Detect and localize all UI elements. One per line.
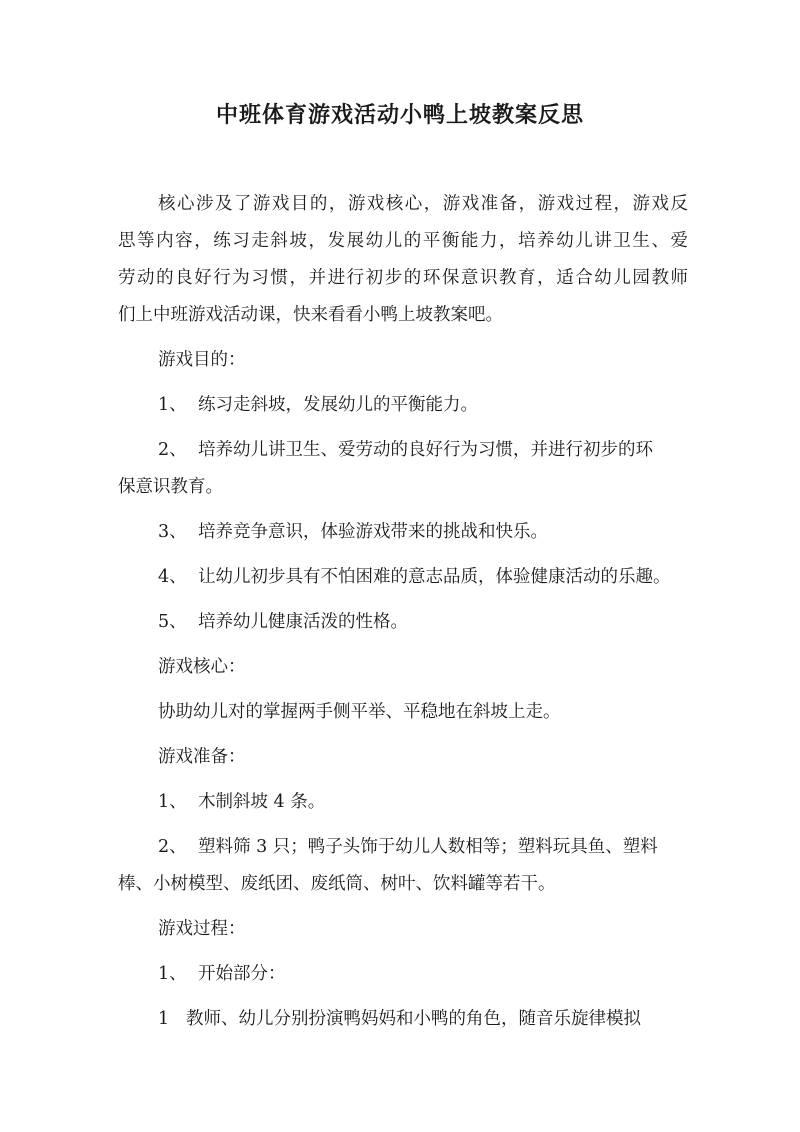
goal-text: 让幼儿初步具有不怕困难的意志品质，体验健康活动的乐趣。 (198, 567, 671, 587)
goal-item (118, 604, 688, 641)
process-substep-number: 1 (158, 1009, 170, 1029)
core-heading: 游戏核心： (158, 657, 246, 677)
prep-number: 2、 (158, 837, 187, 857)
intro-line: 劳动的良好行为习惯，并进行初步的环保意识教育，适合幼儿园教师 (118, 268, 688, 288)
intro-line: 们上中班游戏活动课，快来看看小鸭上坡教案吧。 (118, 305, 503, 325)
goals-heading: 游戏目的： (158, 350, 246, 370)
intro-line: 思等内容，练习走斜坡，发展幼儿的平衡能力，培养幼儿讲卫生、爱 (118, 231, 688, 251)
goal-item (118, 387, 688, 424)
process-step-text: 开始部分： (198, 964, 286, 984)
intro-line: 核心涉及了游戏目的，游戏核心，游戏准备，游戏过程，游戏反 (158, 194, 688, 214)
goal-number: 2、 (158, 440, 187, 460)
process-heading: 游戏过程： (158, 919, 246, 939)
prep-text: 木制斜坡 4 条。 (198, 792, 326, 812)
prep-text: 塑料筛 3 只；鸭子头饰于幼儿人数相等；塑料玩具鱼、塑料 (198, 837, 658, 857)
process-substep-text: 教师、幼儿分别扮演鸭妈妈和小鸭的角色，随音乐旋律模拟 (186, 1009, 641, 1029)
goal-number: 5、 (158, 612, 187, 632)
prep-item (118, 829, 688, 866)
goal-continuation: 保意识教育。 (118, 477, 223, 497)
process-substep (118, 1001, 688, 1038)
prep-heading: 游戏准备： (158, 747, 246, 767)
goal-item (118, 514, 688, 551)
goal-text: 培养竞争意识，体验游戏带来的挑战和快乐。 (198, 522, 548, 542)
core-text: 协助幼儿对的掌握两手侧平举、平稳地在斜坡上走。 (158, 702, 561, 722)
goal-number: 3、 (158, 522, 187, 542)
goal-number: 4、 (158, 567, 187, 587)
document-body (118, 186, 688, 1038)
process-step (118, 956, 688, 993)
goal-text: 培养幼儿健康活泼的性格。 (198, 612, 408, 632)
process-step-number: 1、 (158, 964, 187, 984)
goal-text: 练习走斜坡，发展幼儿的平衡能力。 (198, 395, 478, 415)
goal-text: 培养幼儿讲卫生、爱劳动的良好行为习惯，并进行初步的环 (198, 440, 653, 460)
goal-number: 1、 (158, 395, 187, 415)
prep-continuation: 棒、小树模型、废纸团、废纸筒、树叶、饮料罐等若干。 (118, 874, 556, 894)
prep-number: 1、 (158, 792, 187, 812)
goal-item (118, 559, 688, 596)
prep-item (118, 784, 688, 821)
document-title: 中班体育游戏活动小鸭上坡教案反思 (215, 102, 584, 128)
goal-item (118, 432, 688, 469)
